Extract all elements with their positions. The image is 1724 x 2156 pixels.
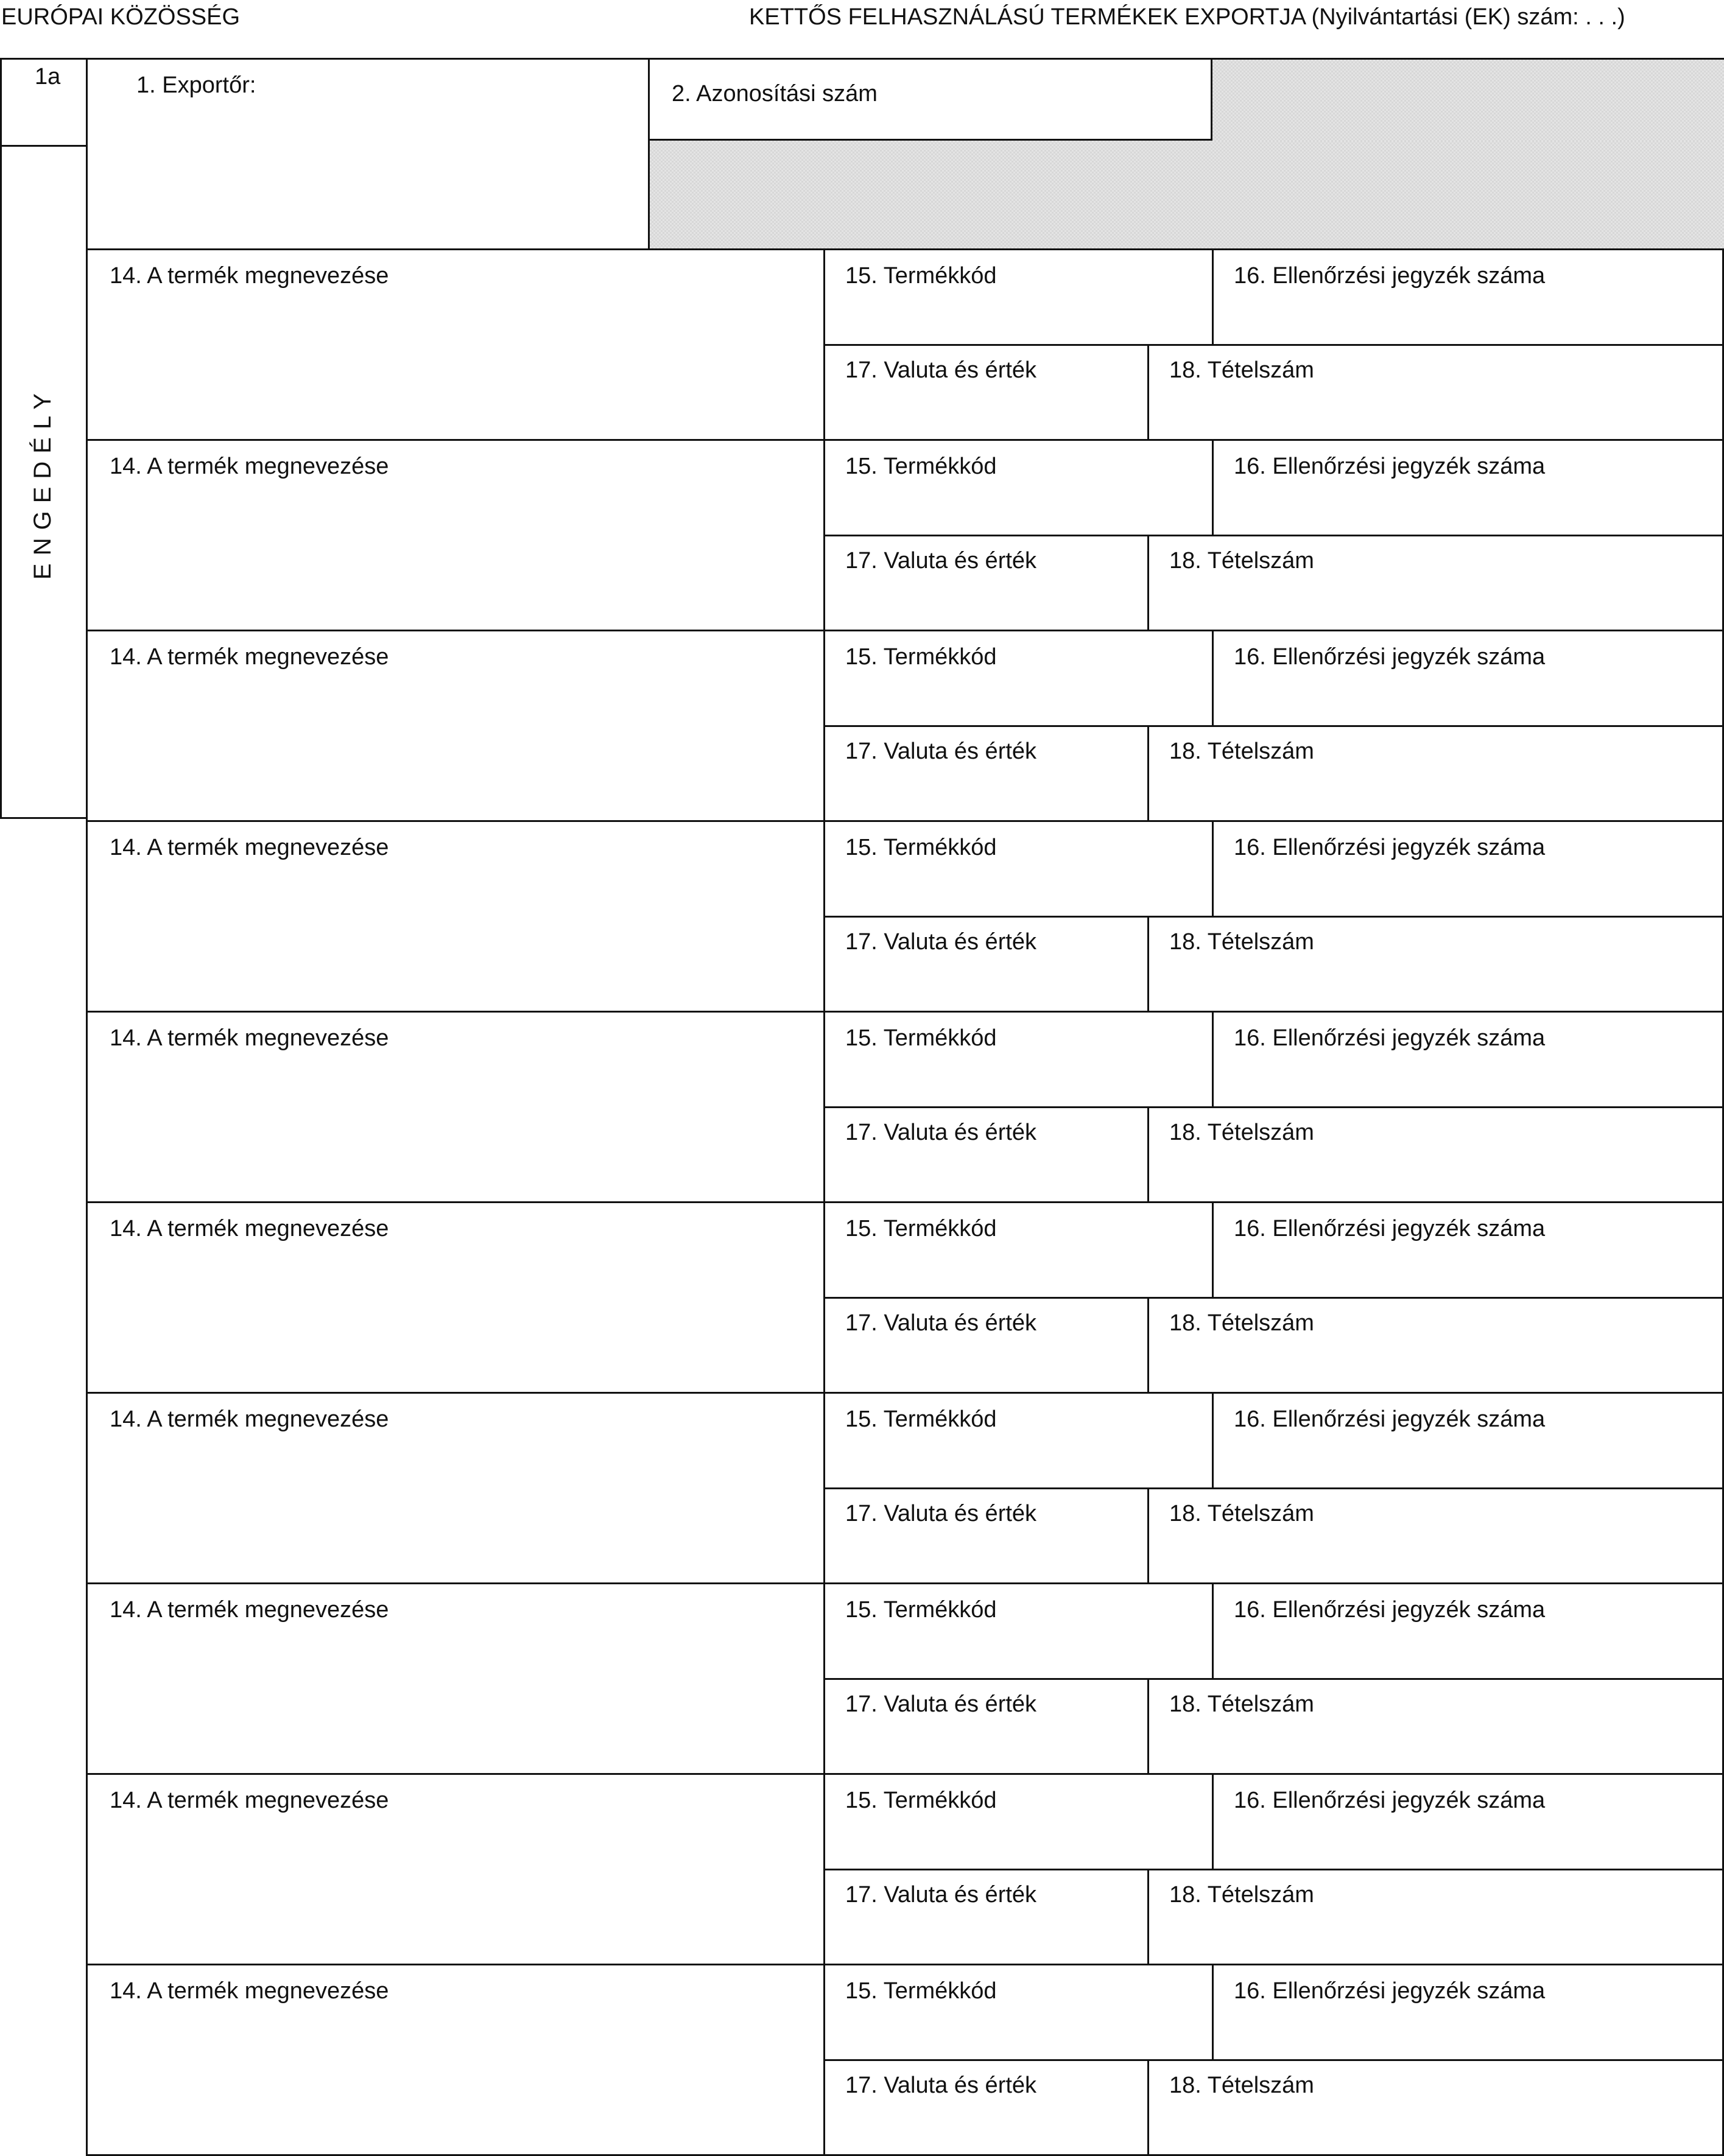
item-block <box>86 439 1724 630</box>
id-number-label: 2. Azonosítási szám <box>672 81 878 107</box>
item-description-label: 14. A termék megnevezése <box>110 1406 389 1432</box>
item-currency-label: 17. Valuta és érték <box>845 1120 1037 1145</box>
shaded-area-bottom <box>650 141 1724 250</box>
licence-vertical-label: ENGEDÉLY <box>29 385 57 580</box>
item-currency-label: 17. Valuta és érték <box>845 1882 1037 1908</box>
item-description-label: 14. A termék megnevezése <box>110 644 389 670</box>
item-code-label: 15. Termékkód <box>845 1025 997 1051</box>
item-lot-label: 18. Tételszám <box>1169 357 1314 383</box>
item-row-divider <box>823 1106 1724 1108</box>
form-title: KETTŐS FELHASZNÁLÁSÚ TERMÉKEK EXPORTJA (Nyilvántartási (EK) szám: . . .) <box>749 4 1625 30</box>
item-lot-label: 18. Tételszám <box>1169 1882 1314 1908</box>
item-lot-label: 18. Tételszám <box>1169 929 1314 955</box>
exporter-field-label: 1. Exportőr: <box>136 72 256 98</box>
item-code-label: 15. Termékkód <box>845 1978 997 2004</box>
item-block <box>86 248 1724 439</box>
item-code-label: 15. Termékkód <box>845 835 997 860</box>
item-code-divider <box>1212 1584 1214 1680</box>
item-description-label: 14. A termék megnevezése <box>110 1978 389 2004</box>
item-block <box>86 820 1724 1011</box>
item-control-list-label: 16. Ellenőrzési jegyzék száma <box>1234 1788 1546 1813</box>
item-code-label: 15. Termékkód <box>845 1788 997 1813</box>
item-control-list-label: 16. Ellenőrzési jegyzék száma <box>1234 454 1546 479</box>
item-row-divider <box>823 725 1724 727</box>
item-currency-divider <box>1147 1299 1149 1392</box>
item-code-label: 15. Termékkód <box>845 1216 997 1241</box>
box-number-1a: 1a <box>35 64 61 90</box>
item-currency-label: 17. Valuta és érték <box>845 1501 1037 1526</box>
item-description-label: 14. A termék megnevezése <box>110 1025 389 1051</box>
item-block <box>86 1201 1724 1392</box>
item-currency-label: 17. Valuta és érték <box>845 1310 1037 1336</box>
item-control-list-label: 16. Ellenőrzési jegyzék száma <box>1234 1216 1546 1241</box>
item-code-divider <box>1212 441 1214 536</box>
item-description-label: 14. A termék megnevezése <box>110 1216 389 1241</box>
item-currency-label: 17. Valuta és érték <box>845 2073 1037 2098</box>
item-row-divider <box>823 1297 1724 1299</box>
item-lot-label: 18. Tételszám <box>1169 1501 1314 1526</box>
item-description-label: 14. A termék megnevezése <box>110 835 389 860</box>
item-currency-divider <box>1147 918 1149 1011</box>
item-block <box>86 1392 1724 1582</box>
item-control-list-label: 16. Ellenőrzési jegyzék száma <box>1234 644 1546 670</box>
community-header: EURÓPAI KÖZÖSSÉG <box>1 4 241 30</box>
item-currency-label: 17. Valuta és érték <box>845 1691 1037 1717</box>
item-lot-label: 18. Tételszám <box>1169 548 1314 574</box>
id-number-field[interactable] <box>650 60 1212 141</box>
item-lot-label: 18. Tételszám <box>1169 2073 1314 2098</box>
item-lot-label: 18. Tételszám <box>1169 739 1314 764</box>
item-description-label: 14. A termék megnevezése <box>110 454 389 479</box>
item-block <box>86 630 1724 820</box>
item-code-label: 15. Termékkód <box>845 454 997 479</box>
item-control-list-label: 16. Ellenőrzési jegyzék száma <box>1234 1978 1546 2004</box>
item-currency-divider <box>1147 2061 1149 2154</box>
item-code-label: 15. Termékkód <box>845 1406 997 1432</box>
item-currency-divider <box>1147 727 1149 820</box>
item-code-label: 15. Termékkód <box>845 1597 997 1623</box>
item-row-divider <box>823 1869 1724 1870</box>
item-code-divider <box>1212 1203 1214 1299</box>
item-currency-divider <box>1147 1870 1149 1964</box>
item-row-divider <box>823 1487 1724 1489</box>
top-block <box>86 58 1724 250</box>
item-description-label: 14. A termék megnevezése <box>110 1788 389 1813</box>
item-lot-label: 18. Tételszám <box>1169 1120 1314 1145</box>
item-block <box>86 1582 1724 1773</box>
item-control-list-label: 16. Ellenőrzési jegyzék száma <box>1234 1025 1546 1051</box>
side-strip <box>0 58 86 819</box>
item-control-list-label: 16. Ellenőrzési jegyzék száma <box>1234 263 1546 289</box>
item-block <box>86 1964 1724 2156</box>
shaded-area-right <box>1212 60 1724 141</box>
item-block <box>86 1773 1724 1964</box>
item-currency-divider <box>1147 1108 1149 1201</box>
item-row-divider <box>823 344 1724 346</box>
item-currency-divider <box>1147 1489 1149 1582</box>
item-code-divider <box>1212 1965 1214 2061</box>
item-currency-label: 17. Valuta és érték <box>845 739 1037 764</box>
item-code-divider <box>1212 1394 1214 1489</box>
item-code-divider <box>1212 1775 1214 1870</box>
item-currency-divider <box>1147 346 1149 439</box>
item-control-list-label: 16. Ellenőrzési jegyzék száma <box>1234 1597 1546 1623</box>
item-description-label: 14. A termék megnevezése <box>110 1597 389 1623</box>
item-currency-label: 17. Valuta és érték <box>845 357 1037 383</box>
item-block <box>86 1011 1724 1201</box>
item-code-divider <box>1212 250 1214 346</box>
item-row-divider <box>823 1678 1724 1680</box>
item-control-list-label: 16. Ellenőrzési jegyzék száma <box>1234 1406 1546 1432</box>
item-code-divider <box>1212 1013 1214 1108</box>
item-lot-label: 18. Tételszám <box>1169 1691 1314 1717</box>
item-code-label: 15. Termékkód <box>845 263 997 289</box>
item-lot-label: 18. Tételszám <box>1169 1310 1314 1336</box>
item-currency-label: 17. Valuta és érték <box>845 929 1037 955</box>
item-currency-divider <box>1147 1680 1149 1773</box>
item-control-list-label: 16. Ellenőrzési jegyzék száma <box>1234 835 1546 860</box>
item-row-divider <box>823 535 1724 536</box>
item-code-label: 15. Termékkód <box>845 644 997 670</box>
item-row-divider <box>823 916 1724 918</box>
item-currency-label: 17. Valuta és érték <box>845 548 1037 574</box>
item-code-divider <box>1212 631 1214 727</box>
item-description-label: 14. A termék megnevezése <box>110 263 389 289</box>
item-row-divider <box>823 2059 1724 2061</box>
item-code-divider <box>1212 822 1214 918</box>
item-currency-divider <box>1147 536 1149 630</box>
